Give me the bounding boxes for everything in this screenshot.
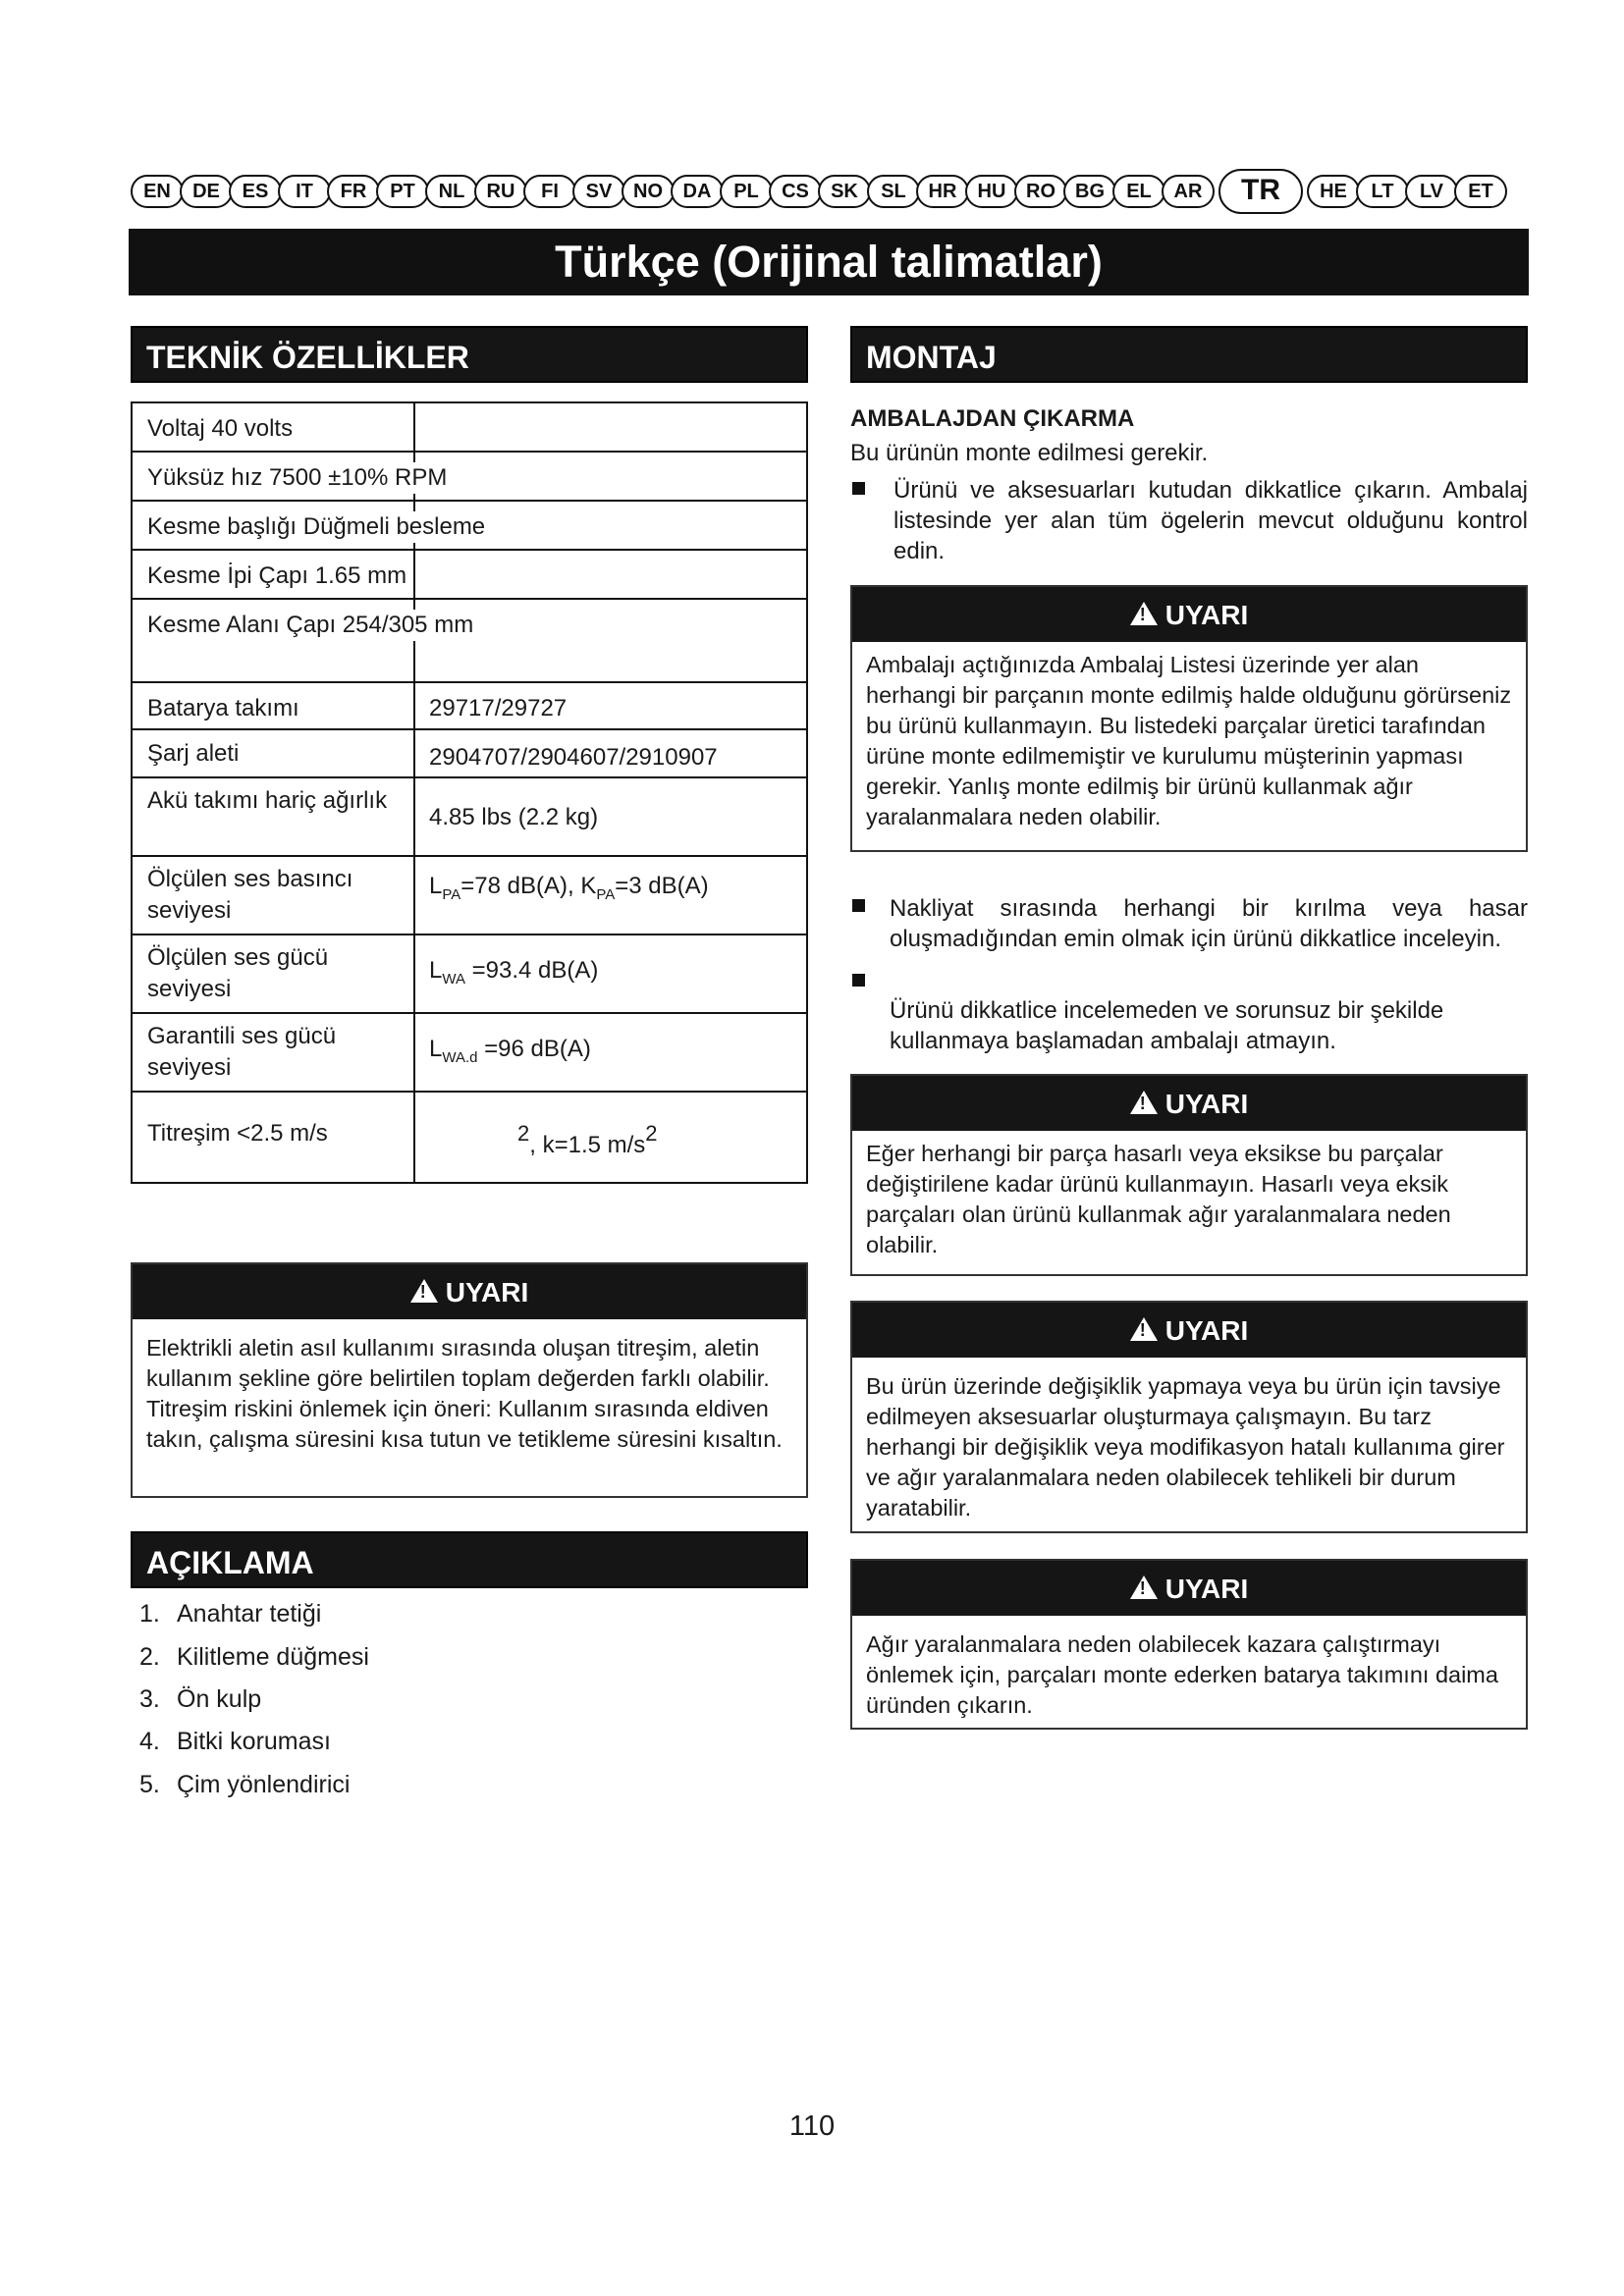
lang-badge: ES xyxy=(229,175,282,208)
spec-value: 29717/29727 xyxy=(429,695,568,721)
warning-header xyxy=(852,1076,1526,1131)
lang-badge: HR xyxy=(916,175,969,208)
spec-superscript: 2 xyxy=(645,1121,658,1146)
lang-badge: DE xyxy=(180,175,233,208)
page-number: 110 xyxy=(788,2110,836,2142)
warning-header xyxy=(133,1264,806,1319)
warning-title: UYARI xyxy=(1164,600,1249,630)
lang-badge: SK xyxy=(818,175,871,208)
spec-subscript: PA xyxy=(442,886,461,903)
lang-badge: SL xyxy=(867,175,920,208)
warning-title: UYARI xyxy=(445,1277,529,1308)
spec-row xyxy=(133,600,806,683)
spec-value-part: L xyxy=(429,1036,443,1062)
lang-badge-active: TR xyxy=(1218,169,1303,214)
lang-badge: SV xyxy=(572,175,625,208)
spec-value-part: L xyxy=(429,873,443,899)
item-number: 1. xyxy=(139,1600,160,1628)
warning-icon xyxy=(1130,1091,1158,1114)
list-item xyxy=(139,1726,331,1757)
spec-table xyxy=(131,401,808,1184)
spec-value-part: =96 dB(A) xyxy=(477,1036,591,1062)
lang-badge: AR xyxy=(1162,175,1215,208)
spec-label: Ölçülen ses gücü seviyesi xyxy=(147,944,329,1002)
lang-badge: PT xyxy=(376,175,429,208)
spec-label: Kesme Alanı Çapı 254/305 mm xyxy=(147,610,475,641)
spec-row xyxy=(133,551,806,600)
spec-subscript: WA.d xyxy=(442,1049,478,1066)
list-item xyxy=(139,1598,321,1629)
spec-value: 4.85 lbs (2.2 kg) xyxy=(429,804,599,830)
assembly-bullet-3: Ürünü dikkatlice incelemeden ve sorunsuz bir şekilde kullanmaya başlamadan ambalajı atmayın. xyxy=(890,997,1444,1054)
warning-icon xyxy=(1130,602,1158,625)
warning-text: Elektrikli aletin asıl kullanımı sırasında oluşan titreşim, aletin kullanım şekline göre belirtilen toplam değerden farklı olabilir. Titreşim riskini önlemek için öneri: Kullanım sırasında eldiven takın, çalışma süresini kısa tutun ve tetikleme süresini kısaltın. xyxy=(146,1335,783,1452)
description-heading: AÇIKLAMA xyxy=(131,1531,808,1588)
warning-battery xyxy=(850,1559,1528,1730)
list-item xyxy=(139,1641,369,1673)
lang-badge: FR xyxy=(327,175,380,208)
spec-label: Garantili ses gücü seviyesi xyxy=(147,1023,337,1081)
spec-superscript: 2 xyxy=(517,1121,530,1146)
spec-row xyxy=(133,935,806,1014)
lang-badge: DA xyxy=(671,175,724,208)
spec-row xyxy=(133,730,806,778)
spec-value-part: L xyxy=(429,957,443,984)
lang-badge: LV xyxy=(1405,175,1458,208)
lang-badge: EN xyxy=(131,175,184,208)
spec-value-part: , k=1.5 m/s xyxy=(529,1132,646,1158)
spec-value-part: =93.4 dB(A) xyxy=(464,957,599,984)
warning-header xyxy=(852,1303,1526,1358)
spec-value xyxy=(429,955,598,995)
spec-value xyxy=(429,871,709,911)
warning-icon xyxy=(410,1279,438,1303)
lang-badge: CS xyxy=(769,175,822,208)
item-number: 5. xyxy=(139,1771,160,1798)
page-title: Türkçe (Orijinal talimatlar) xyxy=(129,229,1529,295)
assembly-bullet-2: Nakliyat sırasında herhangi bir kırılma veya hasar oluşmadığından emin olmak için ürünü dikkatlice inceleyin. xyxy=(890,895,1528,952)
lang-badge: HE xyxy=(1307,175,1360,208)
item-number: 2. xyxy=(139,1643,160,1671)
spec-label: Voltaj 40 volts xyxy=(147,415,294,442)
warning-damaged-parts xyxy=(850,1074,1528,1276)
lang-badge: RO xyxy=(1014,175,1067,208)
bullet-icon xyxy=(852,482,865,495)
spec-subscript: PA xyxy=(596,886,616,903)
assembly-intro: Bu ürünün monte edilmesi gerekir. xyxy=(850,440,1209,466)
warning-vibration xyxy=(131,1262,808,1498)
warning-modifications xyxy=(850,1301,1528,1533)
spec-row xyxy=(133,778,806,857)
spec-label: Ölçülen ses basıncı seviyesi xyxy=(147,866,353,924)
assembly-bullet-1: Ürünü ve aksesuarları kutudan dikkatlice çıkarın. Ambalaj listesinde yer alan tüm ögelerin mevcut olduğunu kontrol edin. xyxy=(893,477,1528,564)
spec-value: 2904707/2904607/2910907 xyxy=(429,744,718,771)
spec-label: Kesme başlığı Düğmeli besleme xyxy=(147,511,487,543)
warning-text: Ağır yaralanmalara neden olabilecek kazara çalıştırmayı önlemek için, parçaları monte ederken batarya takımını daima üründen çıkarın. xyxy=(866,1631,1498,1718)
item-text: Ön kulp xyxy=(177,1685,262,1713)
item-number: 3. xyxy=(139,1685,160,1713)
spec-value-part: =78 dB(A), K xyxy=(460,873,597,899)
item-text: Kilitleme düğmesi xyxy=(177,1643,369,1671)
spec-row xyxy=(133,403,806,453)
spec-row xyxy=(133,857,806,935)
spec-row xyxy=(133,453,806,502)
lang-badge: NO xyxy=(622,175,675,208)
warning-text: Eğer herhangi bir parça hasarlı veya eksikse bu parçalar değiştirilene kadar ürünü kullanmayın. Hasarlı veya eksik parçaları olan ürünü kullanmak ağır yaralanmalara neden olabilir. xyxy=(866,1141,1451,1257)
tech-specs-heading: TEKNİK ÖZELLİKLER xyxy=(131,326,808,383)
warning-title: UYARI xyxy=(1164,1574,1249,1604)
spec-label: Titreşim <2.5 m/s xyxy=(147,1120,328,1147)
spec-label: Kesme İpi Çapı 1.65 mm xyxy=(147,561,408,592)
spec-label: Şarj aleti xyxy=(147,740,240,767)
lang-badge: ET xyxy=(1454,175,1507,208)
warning-title: UYARI xyxy=(1164,1315,1249,1346)
spec-value-part: =3 dB(A) xyxy=(615,873,709,899)
lang-badge: BG xyxy=(1063,175,1116,208)
warning-text: Bu ürün üzerinde değişiklik yapmaya veya bu ürün için tavsiye edilmeyen aksesuarlar oluşturmaya çalışmayın. Bu tarz herhangi bir değişiklik veya modifikasyon hatalı kullanıma girer ve ağır yaralanmalara neden olabilecek tehlikeli bir durum yaratabilir. xyxy=(866,1373,1505,1521)
list-item xyxy=(139,1769,350,1800)
assembly-heading: MONTAJ xyxy=(850,326,1528,383)
spec-row xyxy=(133,683,806,730)
lang-badge: RU xyxy=(474,175,527,208)
item-number: 4. xyxy=(139,1728,160,1755)
spec-subscript: WA xyxy=(442,971,465,988)
spec-row xyxy=(133,502,806,551)
warning-title: UYARI xyxy=(1164,1089,1249,1119)
item-text: Çim yönlendirici xyxy=(177,1771,351,1798)
warning-unpacking xyxy=(850,585,1528,852)
warning-text: Ambalajı açtığınızda Ambalaj Listesi üzerinde yer alan herhangi bir parçanın monte edilmiş halde olduğunu görürseniz bu ürünü kullanmayın. Bu listedeki parçalar üretici tarafından ürüne monte edilmemiştir ve kurulumu müşterinin yapması gerekir. Yanlış monte edilmiş bir ürünü kullanmak ağır yaralanmalara neden olabilir. xyxy=(866,652,1512,829)
item-text: Bitki koruması xyxy=(177,1728,331,1755)
item-text: Anahtar tetiği xyxy=(177,1600,322,1628)
unpacking-subheading: AMBALAJDAN ÇIKARMA xyxy=(850,405,1135,432)
warning-icon xyxy=(1130,1575,1158,1599)
spec-row xyxy=(133,1014,806,1093)
lang-badge: FI xyxy=(523,175,576,208)
lang-badge: EL xyxy=(1112,175,1165,208)
bullet-icon xyxy=(852,974,865,987)
bullet-icon xyxy=(852,899,865,912)
lang-badge: PL xyxy=(720,175,773,208)
list-item xyxy=(139,1683,261,1715)
spec-label: Akü takımı hariç ağırlık xyxy=(147,787,388,814)
spec-value xyxy=(517,1118,658,1161)
warning-icon xyxy=(1130,1317,1158,1341)
language-strip xyxy=(131,169,1505,214)
spec-row xyxy=(133,1093,806,1182)
lang-badge: NL xyxy=(425,175,478,208)
lang-badge: LT xyxy=(1356,175,1409,208)
warning-header xyxy=(852,1561,1526,1616)
spec-value xyxy=(429,1034,591,1074)
spec-label: Batarya takımı xyxy=(147,695,299,721)
warning-header xyxy=(852,587,1526,642)
lang-badge: HU xyxy=(965,175,1018,208)
lang-badge: IT xyxy=(278,175,331,208)
spec-label: Yüksüz hız 7500 ±10% RPM xyxy=(147,462,449,494)
